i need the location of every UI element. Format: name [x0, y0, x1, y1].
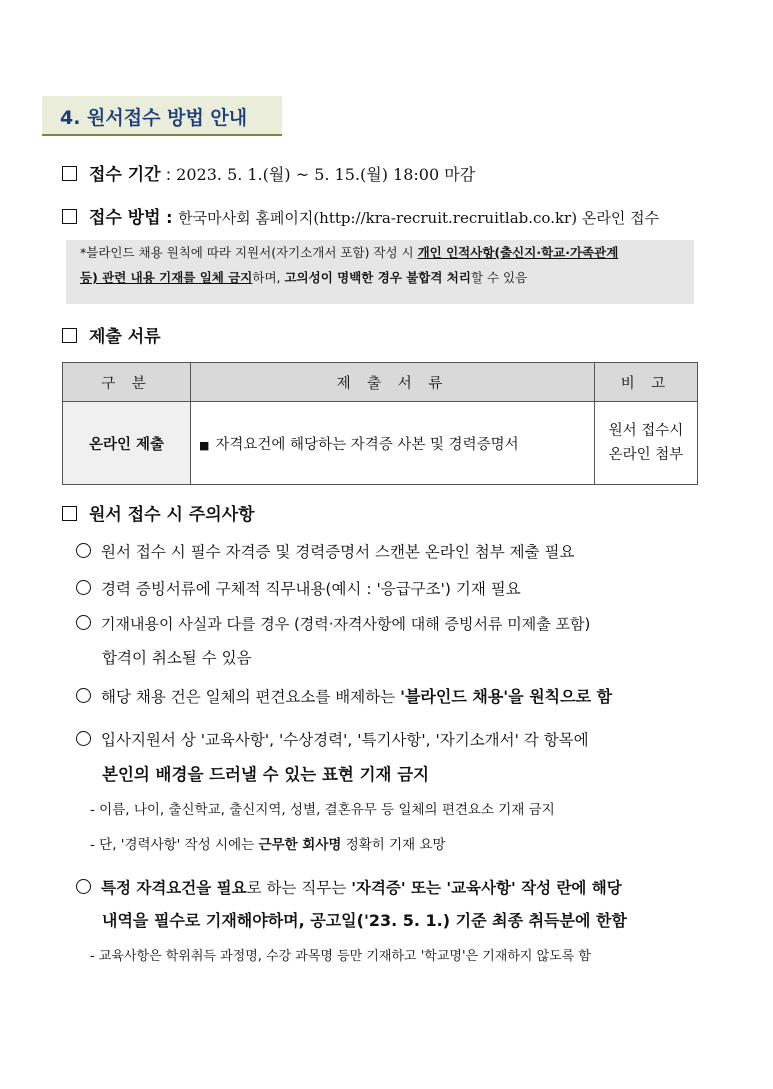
checkbox-icon [62, 328, 77, 343]
list-item-continued: 내역을 필수로 기재해야하며, 공고일('23. 5. 1.) 기준 최종 취득분에 한함 [102, 911, 627, 930]
note-line: 온라인 첨부 [608, 447, 684, 463]
sub-text: - 단, '경력사항' 작성 시에는 [90, 837, 259, 853]
period-row [62, 160, 475, 185]
docs-heading [62, 322, 161, 347]
list-item-continued: 합격이 취소될 수 있음 [102, 649, 252, 667]
checkbox-icon [62, 166, 77, 181]
sub-item [90, 833, 446, 853]
notice-bold: 고의성이 명백한 경우 불합격 처리 [284, 270, 471, 285]
caution-text: 입사지원서 상 '교육사항', '수상경력', '특기사항', '자기소개서' 각 항목에 [101, 731, 589, 749]
list-item [76, 684, 612, 707]
notice-underline: 등) 관련 내용 기재를 일체 금지 [80, 270, 253, 285]
caution-text: 로 하는 직무는 [246, 879, 352, 897]
table-cell-note [595, 402, 698, 485]
caution-text: 해당 채용 건은 일체의 편견요소를 배제하는 [101, 688, 401, 706]
circle-bullet-icon [76, 879, 91, 894]
section-title [42, 96, 282, 136]
docs-table [62, 362, 698, 485]
section-title-text: 4. 원서접수 방법 안내 [60, 107, 248, 129]
method-value: 한국마사회 홈페이지(http://kra-recruit.recruitlab.co.kr) 온라인 접수 [178, 209, 660, 227]
list-item [76, 728, 589, 750]
circle-bullet-icon [76, 580, 91, 595]
circle-bullet-icon [76, 615, 91, 630]
method-sep: : [160, 208, 179, 227]
period-value: 2023. 5. 1.(월) ~ 5. 15.(월) 18:00 마감 [176, 165, 476, 184]
table-header: 비 고 [595, 363, 698, 402]
notice-box [66, 240, 694, 304]
list-item [76, 540, 574, 562]
notice-text: 하며, [252, 270, 285, 285]
cautions-heading [62, 500, 255, 525]
table-row [63, 402, 698, 485]
circle-bullet-icon [76, 731, 91, 746]
table-header-row [63, 363, 698, 402]
notice-text: 할 수 있음 [470, 270, 528, 285]
table-header: 구 분 [63, 363, 191, 402]
table-cell-item [191, 402, 595, 485]
method-row [62, 203, 659, 228]
list-item [76, 613, 590, 634]
period-label: 접수 기간 [89, 165, 161, 185]
caution-bold: 특정 자격요건을 필요 [101, 879, 247, 897]
period-sep: : [160, 165, 177, 184]
circle-bullet-icon [76, 688, 91, 703]
notice-line-1 [66, 240, 694, 265]
notice-text: *블라인드 채용 원칙에 따라 지원서(자기소개서 포함) 작성 시 [80, 245, 418, 260]
sub-item: - 이름, 나이, 출신학교, 출신지역, 성별, 결혼유무 등 일체의 편견요소 기재 금지 [90, 802, 555, 818]
list-item [76, 577, 521, 599]
note-line: 원서 접수시 [608, 423, 684, 439]
caution-bold: '자격증' 또는 '교육사항' 작성 란에 해당 [351, 879, 622, 897]
cautions-title: 원서 접수 시 주의사항 [89, 505, 255, 525]
bullet-icon: ■ [199, 438, 210, 452]
sub-bold: 근무한 회사명 [258, 837, 342, 853]
list-item [76, 876, 622, 898]
list-item-continued: 본인의 배경을 드러낼 수 있는 표현 기재 금지 [102, 765, 430, 784]
circle-bullet-icon [76, 543, 91, 558]
sub-text: 정확히 기재 요망 [341, 837, 446, 853]
caution-text: 경력 증빙서류에 구체적 직무내용(예시 : '응급구조') 기재 필요 [101, 580, 521, 598]
checkbox-icon [62, 209, 77, 224]
table-header: 제 출 서 류 [191, 363, 595, 402]
notice-underline: 개인 인적사항(출신지·학교·가족관계 [417, 245, 619, 260]
checkbox-icon [62, 506, 77, 521]
caution-text: 기재내용이 사실과 다를 경우 (경력·자격사항에 대해 증빙서류 미제출 포함) [101, 615, 591, 633]
caution-bold: '블라인드 채용'을 원칙으로 함 [400, 687, 613, 706]
caution-text: 원서 접수 시 필수 자격증 및 경력증명서 스캔본 온라인 첨부 제출 필요 [101, 543, 575, 561]
table-cell-item-text: 자격요건에 해당하는 자격증 사본 및 경력증명서 [215, 436, 519, 453]
docs-title: 제출 서류 [89, 327, 161, 347]
notice-line-2 [66, 265, 694, 290]
table-cell-category: 온라인 제출 [63, 402, 191, 485]
method-label: 접수 방법 [89, 208, 161, 228]
sub-item: - 교육사항은 학위취득 과정명, 수강 과목명 등만 기재하고 '학교명'은 기재하지 않도록 함 [90, 949, 591, 964]
